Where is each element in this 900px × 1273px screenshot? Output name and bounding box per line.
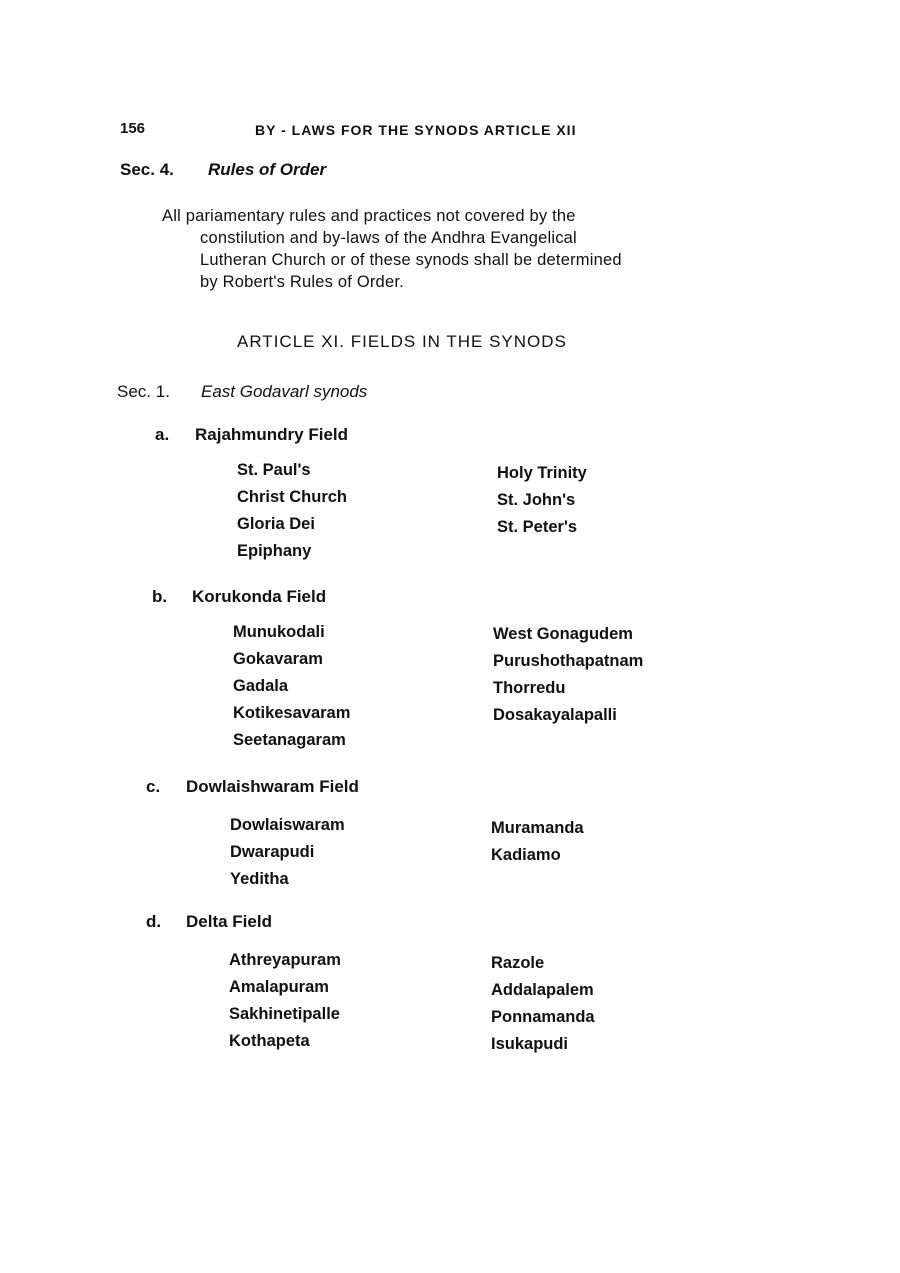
rules-of-order-paragraph (162, 205, 762, 293)
village-name: Dwarapudi (230, 843, 315, 861)
village-name: Yeditha (230, 870, 289, 888)
village-name: Thorredu (493, 679, 566, 697)
article-heading: ARTICLE XI. FIELDS IN THE SYNODS (237, 332, 567, 351)
running-head: BY - LAWS FOR THE SYNODS ARTICLE XII (255, 122, 577, 138)
field-b-name: Korukonda Field (192, 587, 327, 606)
paragraph-line: constilution and by-laws of the Andhra Evangelical (200, 229, 577, 247)
field-c-left-column (230, 812, 345, 893)
village-name: Razole (491, 954, 545, 972)
village-name: Sakhinetipalle (229, 1005, 340, 1023)
field-d-left-column (229, 947, 341, 1055)
village-name: Kothapeta (229, 1032, 310, 1050)
village-name: Dosakayalapalli (493, 706, 617, 724)
field-d-right-column (491, 950, 595, 1058)
field-a-name: Rajahmundry Field (195, 425, 349, 444)
field-d-letter: d. (146, 912, 162, 931)
field-c-name: Dowlaishwaram Field (186, 777, 359, 796)
village-name: Purushothapatnam (493, 652, 644, 670)
village-name: Gadala (233, 677, 289, 695)
church-name: St. John's (497, 491, 576, 509)
village-name: Addalapalem (491, 981, 594, 999)
paragraph-line: Lutheran Church or of these synods shall be determined (200, 251, 622, 269)
paragraph-line: by Robert's Rules of Order. (200, 273, 404, 291)
village-name: Kadiamo (491, 846, 561, 864)
church-name: St. Peter's (497, 518, 578, 536)
village-name: Amalapuram (229, 978, 329, 996)
village-name: West Gonagudem (493, 625, 633, 643)
church-name: Holy Trinity (497, 464, 587, 482)
field-a-right-column (497, 460, 587, 541)
church-name: Gloria Dei (237, 515, 315, 533)
field-a-left-column (237, 457, 347, 565)
village-name: Isukapudi (491, 1035, 569, 1053)
village-name: Kotikesavaram (233, 704, 351, 722)
village-name: Ponnamanda (491, 1008, 595, 1026)
field-a-letter: a. (155, 425, 170, 444)
field-c-letter: c. (146, 777, 161, 796)
section-1-label: Sec. 1. (117, 382, 170, 401)
page-number: 156 (120, 120, 146, 137)
section-1-title: East Godavarl synods (201, 382, 368, 401)
field-c-right-column (491, 815, 584, 869)
field-b-left-column (233, 619, 350, 754)
field-d-name: Delta Field (186, 912, 272, 931)
paragraph-line: All pariamentary rules and practices not covered by the (162, 207, 576, 225)
section-4-label: Sec. 4. (120, 160, 174, 179)
village-name: Athreyapuram (229, 951, 341, 969)
church-name: Epiphany (237, 542, 312, 560)
field-b-letter: b. (152, 587, 168, 606)
church-name: Christ Church (237, 488, 348, 506)
village-name: Dowlaiswaram (230, 816, 345, 834)
village-name: Seetanagaram (233, 731, 346, 749)
section-4-title: Rules of Order (208, 160, 327, 179)
field-b-right-column (493, 621, 643, 729)
village-name: Gokavaram (233, 650, 323, 668)
village-name: Munukodali (233, 623, 325, 641)
church-name: St. Paul's (237, 461, 311, 479)
village-name: Muramanda (491, 819, 584, 837)
